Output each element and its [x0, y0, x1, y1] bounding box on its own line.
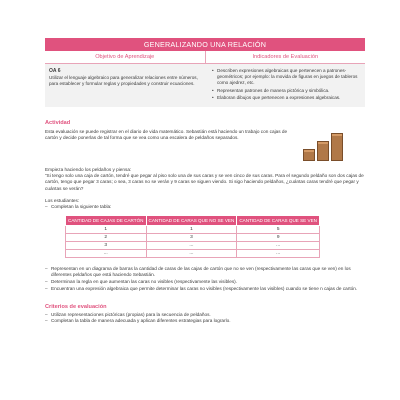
table-cell: 3 [146, 234, 237, 242]
learning-objective-heading: Objetivo de Aprendizaje [45, 51, 206, 63]
boxes-faces-table [65, 215, 320, 258]
table-cell: 5 [237, 226, 320, 234]
indicator-item: • Elaboran dibujos que pertenecen a expresiones algebraicas. [212, 95, 361, 101]
scenario-block [45, 167, 365, 192]
table-header-visible-faces: CANTIDAD DE CARAS QUE SE VEN [237, 216, 320, 226]
objective-text: Utilizar el lenguaje algebraico para generalizar relaciones entre números, para establecer y formular reglas y propiedades y construir ecuaciones. [49, 75, 198, 87]
table-header-row [66, 216, 320, 226]
evaluation-indicators-heading: Indicadores de Evaluación [252, 54, 319, 60]
task-item: – Determinan la regla en que aumentan las caras no visibles (respectivamente las visibles). [45, 279, 365, 285]
criteria-item: – Utilizan representaciones pictóricas (propias) para la secuencia de peldaños. [45, 312, 365, 318]
table-cell: ... [237, 242, 320, 250]
criteria-item: – Completan la tabla de manera adecuada y aplican diferentes estrategias para lograrlo. [45, 318, 365, 324]
scenario-intro: Empieza haciendo los peldaños y piensa: [45, 167, 132, 173]
page-title-banner: GENERALIZANDO UNA RELACIÓN [45, 38, 365, 51]
task-item: – Representan en un diagrama de barras la cantidad de caras de las cajas de cartón que no se ven (respectivamente las caras que se ven) en los diferentes peldaños que está haciendo Sebastián. [45, 266, 365, 278]
table-row [66, 250, 320, 258]
objective-cell [45, 68, 208, 102]
box-step-2 [317, 141, 329, 161]
criteria-heading: Criterios de evaluación [45, 304, 107, 311]
table-cell: ... [146, 250, 237, 258]
objective-code: OA 6 [49, 68, 61, 74]
box-step-1 [303, 149, 315, 161]
worksheet-page [45, 38, 365, 324]
table-row [66, 234, 320, 242]
criteria-list [45, 312, 365, 324]
table-cell: 2 [66, 234, 147, 242]
table-header-hidden-faces: CANTIDAD DE CARAS QUE NO SE VEN [146, 216, 237, 226]
table-row [66, 226, 320, 234]
task-item: – Encuentran una expresión algebraica que permite determinar las caras no visibles (respectivamente las visibles) cuando se tiene n cajas de cartón. [45, 286, 365, 292]
scenario-quote: “Si tengo solo una caja de cartón, tendré que pegar al piso solo una de sus caras y se ven cinco de sus caras. Para el segundo peldaño son dos cajas de cartón, tengo que pegar 3 caras; o sea, 3 caras no se verán y 9 caras se siguen viendo. Si sigo haciendo peldaños, ¿cuántas caras tendré que pegar y cuántas se verán? [45, 173, 364, 191]
indicator-item: • Describen expresiones algebraicas que pertenecen a patrones-geométricos; por ejemplo: la movida de figuras en juegos de tableros como ajedrez, etc. [212, 68, 361, 87]
table-cell: ... [237, 250, 320, 258]
students-label: Los estudiantes: [45, 197, 80, 203]
table-cell: 1 [146, 226, 237, 234]
table-header-boxes: CANTIDAD DE CAJAS DE CARTÓN [66, 216, 147, 226]
table-row [66, 242, 320, 250]
indicator-item: • Representan patrones de manera pictórica y simbólica. [212, 88, 361, 94]
activity-intro: Esta evaluación se puede registrar en el diario de vida matemático. Sebastián está haciendo un trabajo con cajas de cartón y decide ponerlas de tal forma que se vea como una escalera de peldaños separados. [45, 129, 288, 141]
tasks-list [45, 266, 365, 292]
box-staircase-illustration [303, 129, 359, 159]
table-cell: ... [146, 242, 237, 250]
activity-intro-block [45, 129, 365, 159]
indicators-cell [208, 68, 365, 102]
objective-panel [45, 64, 365, 107]
students-task: – Completan la siguiente tabla: [45, 204, 365, 210]
box-step-3 [331, 133, 343, 161]
column-headers [45, 51, 365, 64]
table-cell: ... [66, 250, 147, 258]
students-block [45, 198, 365, 210]
table-cell: 9 [237, 234, 320, 242]
table-cell: 3 [66, 242, 147, 250]
activity-heading: Actividad [45, 120, 71, 127]
table-cell: 1 [66, 226, 147, 234]
